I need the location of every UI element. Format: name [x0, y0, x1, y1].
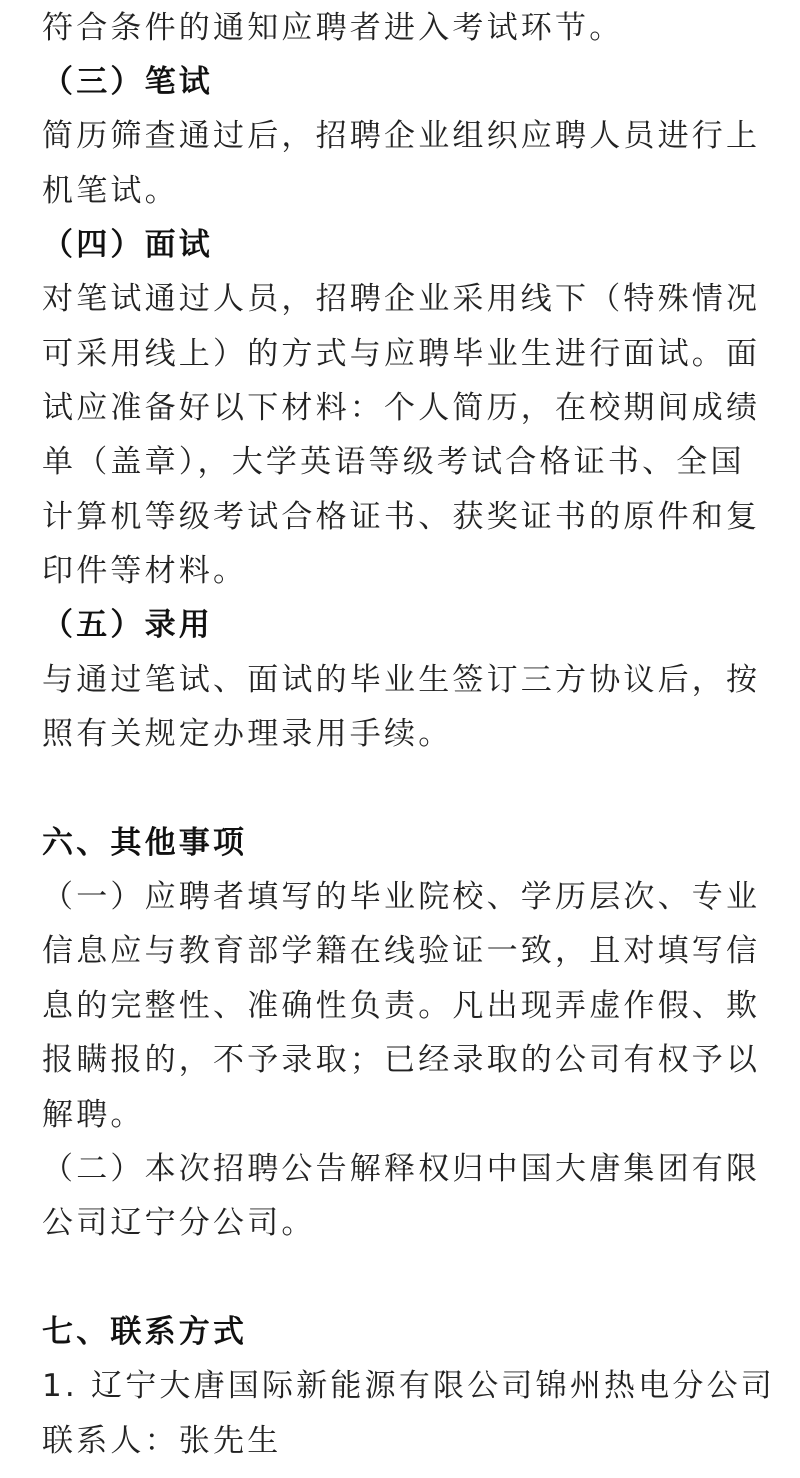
subsection-heading-hiring: （五）录用 — [42, 607, 213, 643]
paragraph-line: 符合条件的通知应聘者进入考试环节。 — [42, 10, 624, 46]
paragraph-line: 可采用线上）的方式与应聘毕业生进行面试。面 — [42, 336, 761, 372]
paragraph-line: （二）本次招聘公告解释权归中国大唐集团有限 — [42, 1151, 761, 1187]
subsection-heading-interview: （四）面试 — [42, 227, 213, 263]
subsection-heading-written-test: （三）笔试 — [42, 64, 213, 100]
paragraph-line: （一）应聘者填写的毕业院校、学历层次、专业 — [42, 879, 761, 915]
section-heading-other-matters: 六、其他事项 — [42, 825, 248, 861]
paragraph-line: 印件等材料。 — [42, 553, 248, 589]
paragraph-line: 计算机等级考试合格证书、获奖证书的原件和复 — [42, 499, 761, 535]
paragraph-line: 对笔试通过人员，招聘企业采用线下（特殊情况 — [42, 281, 761, 317]
paragraph-line: 公司辽宁分公司。 — [42, 1205, 316, 1241]
contact-company: 1. 辽宁大唐国际新能源有限公司锦州热电分公司 — [42, 1368, 776, 1404]
paragraph-line: 简历筛查通过后，招聘企业组织应聘人员进行上 — [42, 118, 761, 154]
paragraph-line: 单（盖章），大学英语等级考试合格证书、全国 — [42, 444, 745, 480]
paragraph-line: 与通过笔试、面试的毕业生签订三方协议后，按 — [42, 662, 761, 698]
paragraph-line: 报瞒报的，不予录取；已经录取的公司有权予以 — [42, 1042, 761, 1078]
paragraph-line: 照有关规定办理录用手续。 — [42, 716, 453, 752]
paragraph-line: 解聘。 — [42, 1097, 145, 1133]
section-heading-contact: 七、联系方式 — [42, 1314, 248, 1350]
paragraph-line: 息的完整性、准确性负责。凡出现弄虚作假、欺 — [42, 988, 761, 1024]
paragraph-line: 试应准备好以下材料：个人简历，在校期间成绩 — [42, 390, 761, 426]
paragraph-line: 信息应与教育部学籍在线验证一致，且对填写信 — [42, 933, 761, 969]
paragraph-line: 机笔试。 — [42, 173, 179, 209]
contact-person: 联系人：张先生 — [42, 1423, 282, 1459]
